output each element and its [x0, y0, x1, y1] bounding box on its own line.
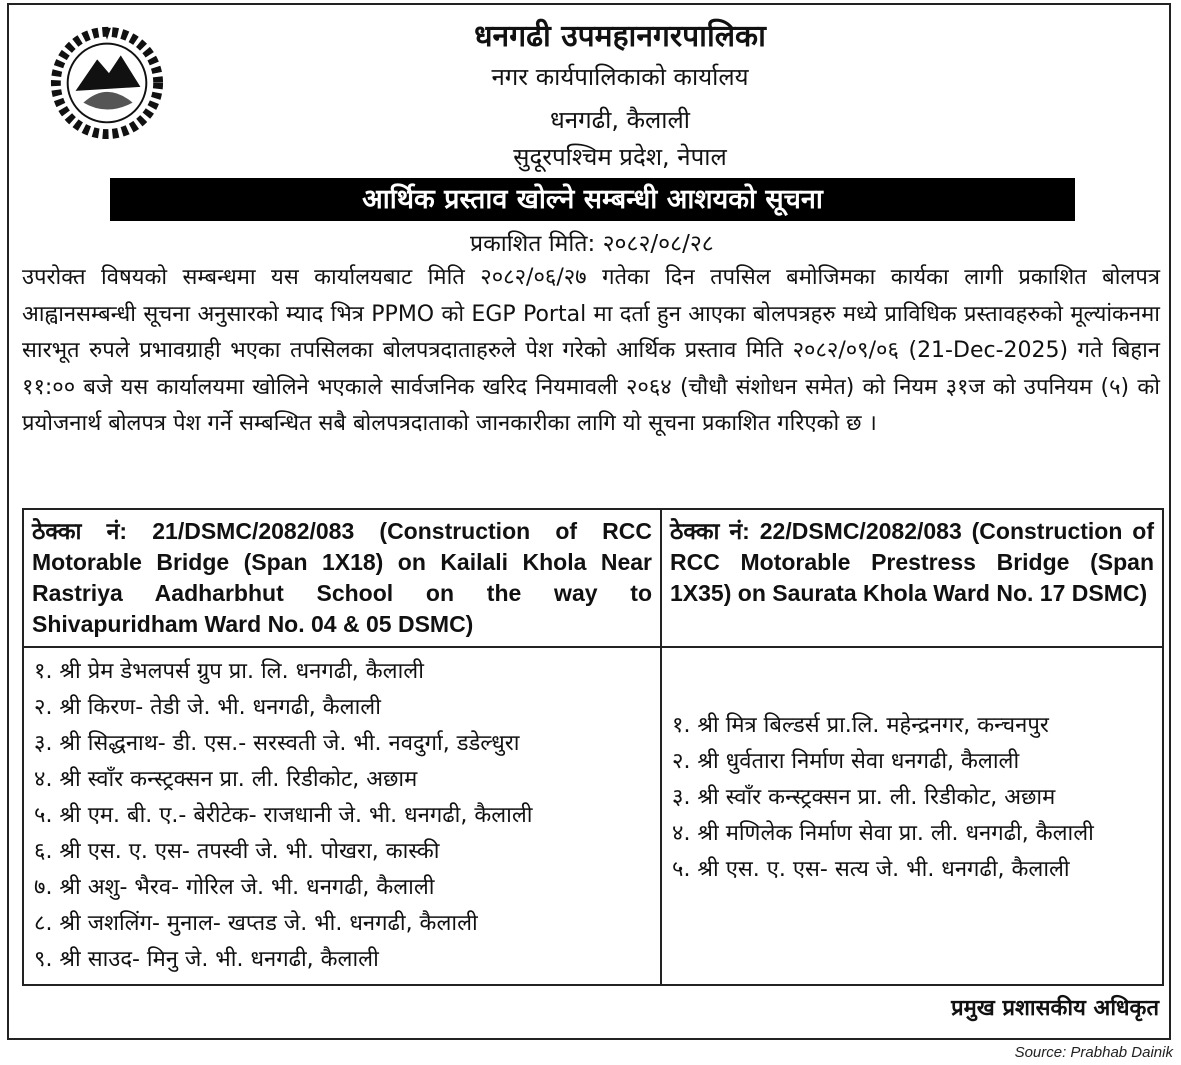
- office-name: धनगढी उपमहानगरपालिका: [474, 19, 766, 54]
- bidder-item: २. श्री धुर्वतारा निर्माण सेवा धनगढी, कैलाली: [672, 749, 1020, 774]
- contract-title: 21/DSMC/2082/083 (Construction of RCC Motorable Bridge (Span 1X18) on Kailali Khola Near Rastriya Aadharbhut School on the way to Shivapuridham Ward No. 04 & 05 DSMC): [32, 518, 652, 637]
- bidder-item: ५. श्री एम. बी. ए.- बेरीटेक- राजधानी जे. भी. धनगढी, कैलाली: [34, 803, 533, 828]
- bidder-item: १. श्री मित्र बिल्डर्स प्रा.लि. महेन्द्रनगर, कन्चनपुर: [672, 713, 1049, 738]
- contract-label: ठेक्का नं:: [670, 518, 750, 544]
- bidder-item: ९. श्री साउद- मिनु जे. भी. धनगढी, कैलाली: [34, 947, 379, 972]
- contract-title: 22/DSMC/2082/083 (Construction of RCC Motorable Prestress Bridge (Span 1X35) on Saurata Khola Ward No. 17 DSMC): [670, 518, 1154, 606]
- signatory: प्रमुख प्रशासकीय अधिकृत: [951, 996, 1159, 1021]
- contract-label: ठेक्का नं:: [32, 518, 128, 544]
- published-date: प्रकाशित मिति: २०८२/०८/२८: [470, 231, 714, 257]
- bidder-item: १. श्री प्रेम डेभलपर्स ग्रुप प्रा. लि. धनगढी, कैलाली: [34, 659, 424, 684]
- contract-2-bidders: [661, 647, 1163, 985]
- contract-header-row: [23, 509, 1163, 647]
- notice-title: आर्थिक प्रस्ताव खोल्ने सम्बन्धी आशयको सूचना: [110, 178, 1075, 221]
- office-subtitle: नगर कार्यपालिकाको कार्यालय: [491, 63, 749, 91]
- office-province: सुदूरपश्चिम प्रदेश, नेपाल: [513, 143, 727, 171]
- bidder-item: ५. श्री एस. ए. एस- सत्य जे. भी. धनगढी, कैलाली: [672, 857, 1070, 882]
- bidder-item: ७. श्री अशु- भैरव- गोरिल जे. भी. धनगढी, कैलाली: [34, 875, 435, 900]
- bidder-item: ४. श्री स्वाँर कन्स्ट्रक्सन प्रा. ली. रिडीकोट, अछाम: [34, 767, 418, 792]
- government-emblem-icon: [48, 22, 166, 140]
- contract-1-bidders: [23, 647, 661, 985]
- contracts-table: [22, 508, 1164, 986]
- notice-body: उपरोक्त विषयको सम्बन्धमा यस कार्यालयबाट मिति २०८२/०६/२७ गतेका दिन तपसिल बमोजिमका कार्यका लागी प्रकाशित बोलपत्र आह्वानसम्बन्धी सूचना अनुसारको म्याद भित्र PPMO को EGP Portal मा दर्ता हुन आएका बोलपत्रहरु मध्ये प्राविधिक प्रस्तावहरुको मूल्यांकनमा सारभूत रुपले प्रभावग्राही भएका तपसिलका बोलपत्रदाताहरुले पेश गरेको आर्थिक प्रस्ताव मिति २०८२/०९/०६ (21-Dec-2025) गते बिहान ११:०० बजे यस कार्यालयमा खोलिने भएकाले सार्वजनिक खरिद नियमावली २०६४ (चौधौ संशोधन समेत) को नियम ३१ज को उपनियम (५) को प्रयोजनार्थ बोलपत्र पेश गर्ने सम्बन्धित सबै बोलपत्रदाताको जानकारीका लागि यो सूचना प्रकाशित गरिएको छ ।: [22, 265, 1160, 436]
- bidder-item: ६. श्री एस. ए. एस- तपस्वी जे. भी. पोखरा, कास्की: [34, 839, 440, 864]
- bidder-item: ३. श्री स्वाँर कन्स्ट्रक्सन प्रा. ली. रिडीकोट, अछाम: [672, 785, 1056, 810]
- bidder-item: ४. श्री मणिलेक निर्माण सेवा प्रा. ली. धनगढी, कैलाली: [672, 821, 1094, 846]
- source-credit: Source: Prabhab Dainik: [1014, 1044, 1173, 1061]
- office-location: धनगढी, कैलाली: [550, 106, 690, 134]
- bidder-item: २. श्री किरण- तेडी जे. भी. धनगढी, कैलाली: [34, 695, 381, 720]
- contract-1-header: [23, 509, 661, 647]
- bidder-item: ३. श्री सिद्धनाथ- डी. एस.- सरस्वती जे. भी. नवदुर्गा, डडेल्धुरा: [34, 731, 520, 756]
- bidder-item: ८. श्री जशलिंग- मुनाल- खप्तड जे. भी. धनगढी, कैलाली: [34, 911, 478, 936]
- bidders-row: [23, 647, 1163, 985]
- contract-2-header: [661, 509, 1163, 647]
